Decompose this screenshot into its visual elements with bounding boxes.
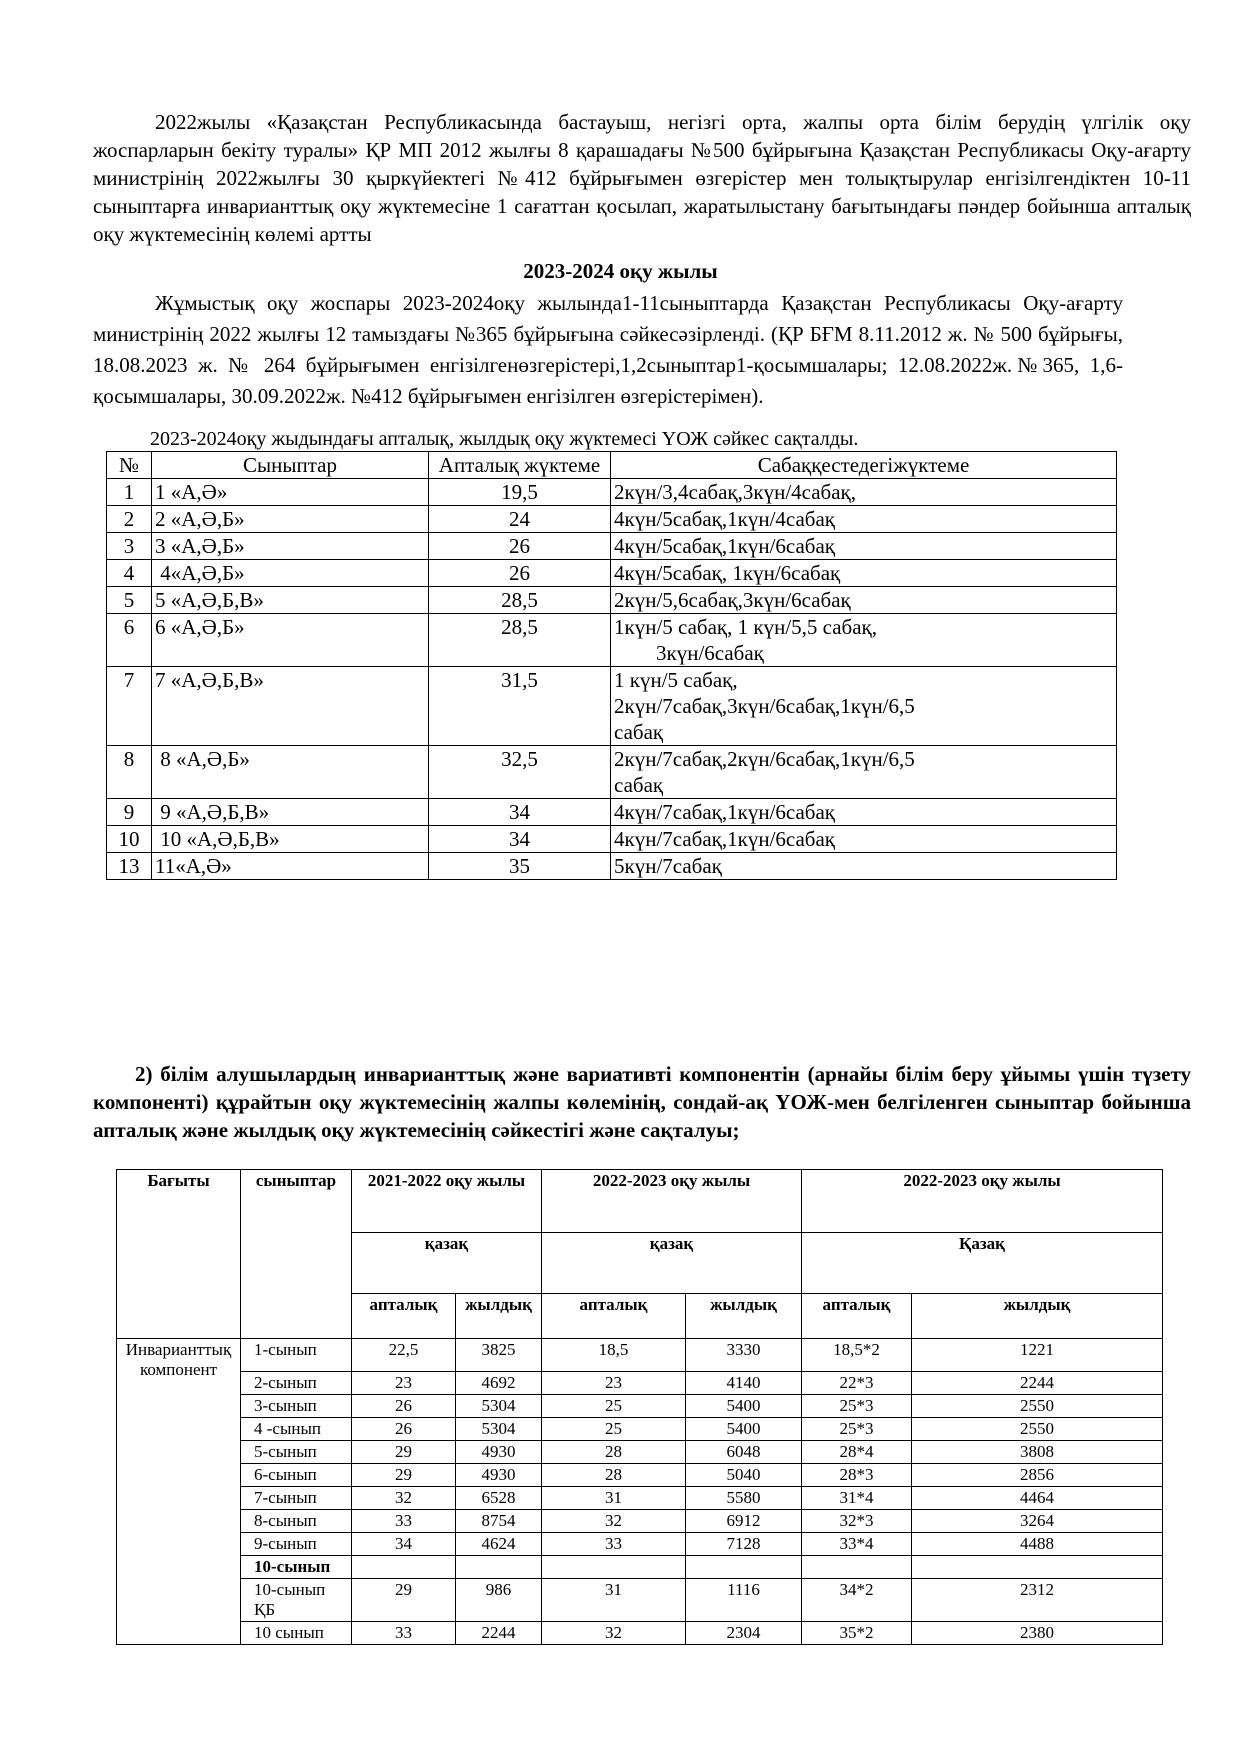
row-weekly-load: 19,5 (429, 479, 611, 506)
row-value: 1221 (912, 1339, 1163, 1372)
row-value: 2244 (912, 1372, 1163, 1395)
row-value: 4930 (456, 1441, 542, 1464)
row-class: 9 «А,Ә,Б,В» (152, 799, 429, 826)
table-row (117, 1533, 1163, 1556)
row-value: 5400 (686, 1395, 802, 1418)
table-row (107, 853, 1117, 880)
row-value: 32 (542, 1622, 686, 1645)
table-header-row (117, 1170, 1163, 1233)
row-value: 33 (352, 1622, 456, 1645)
row-number: 6 (107, 614, 152, 667)
row-value: 4930 (456, 1464, 542, 1487)
row-value (352, 1556, 456, 1579)
row-class: 4 -сынып (241, 1418, 352, 1441)
table-row (117, 1556, 1163, 1579)
row-value: 4692 (456, 1372, 542, 1395)
row-class: 7 «А,Ә,Б,В» (152, 667, 429, 746)
row-value: 2380 (912, 1622, 1163, 1645)
table-row (117, 1510, 1163, 1533)
row-value: 28*4 (802, 1441, 912, 1464)
row-value (456, 1556, 542, 1579)
row-value: 34*2 (802, 1579, 912, 1622)
row-value: 3808 (912, 1441, 1163, 1464)
header-weekly: апталық (542, 1294, 686, 1339)
row-value: 6528 (456, 1487, 542, 1510)
row-value: 4624 (456, 1533, 542, 1556)
row-schedule: 4күн/7сабақ,1күн/6сабақ (611, 826, 1117, 853)
row-class: 4«А,Ә,Б» (152, 560, 429, 587)
table-header-row (107, 452, 1117, 479)
header-year-3: 2022-2023 оқу жылы (802, 1170, 1163, 1233)
row-value: 7128 (686, 1533, 802, 1556)
row-value: 31 (542, 1487, 686, 1510)
row-number: 2 (107, 506, 152, 533)
table-row (117, 1372, 1163, 1395)
header-lang-2: қазақ (542, 1233, 802, 1294)
table-row (107, 533, 1117, 560)
row-class: 6 «А,Ә,Б» (152, 614, 429, 667)
row-value: 4464 (912, 1487, 1163, 1510)
row-value: 26 (352, 1418, 456, 1441)
row-class: 3 «А,Ә,Б» (152, 533, 429, 560)
row-class: 5-сынып (241, 1441, 352, 1464)
weekly-load-table (106, 451, 1117, 880)
row-weekly-load: 26 (429, 560, 611, 587)
work-plan-paragraph: Жұмыстық оқу жоспары 2023-2024оқу жылында1-11сыныптарда Қазақстан Республикасы Оқу-ағарту министрінің 2022 жылғы 12 тамыздағы №365 бұйрығына сәйкесәзірленді. (ҚР БҒМ 8.11.2012 ж. № 500 бұйрығы, 18.08.2023 ж. № 264 бұйрығымен енгізілгенөзгерістері,1,2сыныптар1-қосымшалары; 12.08.2022ж.№365, 1,6-қосымшалары, 30.09.2022ж. №412 бұйрығымен енгізілген өзгерістерімен). (93, 291, 1123, 408)
table-row (117, 1395, 1163, 1418)
row-weekly-load: 34 (429, 826, 611, 853)
row-value: 2550 (912, 1418, 1163, 1441)
row-value: 3264 (912, 1510, 1163, 1533)
row-class: 9-сынып (241, 1533, 352, 1556)
row-value: 25 (542, 1395, 686, 1418)
row-class: 1 «А,Ә» (152, 479, 429, 506)
row-value: 25*3 (802, 1395, 912, 1418)
row-value: 33*4 (802, 1533, 912, 1556)
row-value: 5304 (456, 1418, 542, 1441)
header-weekly: апталық (352, 1294, 456, 1339)
header-year-1: 2021-2022 оқу жылы (352, 1170, 542, 1233)
header-year-2: 2022-2023 оқу жылы (542, 1170, 802, 1233)
row-value: 29 (352, 1464, 456, 1487)
table-row (117, 1487, 1163, 1510)
row-value: 2304 (686, 1622, 802, 1645)
table-row (107, 587, 1117, 614)
header-yearly: жылдық (686, 1294, 802, 1339)
row-value: 18,5 (542, 1339, 686, 1372)
row-number: 10 (107, 826, 152, 853)
row-weekly-load: 31,5 (429, 667, 611, 746)
row-class: 10-сынып ҚБ (241, 1579, 352, 1622)
section2-paragraph: 2) білім алушылардың инварианттық және вариативті компонентін (арнайы білім беру ұйымы үшін түзету компоненті) құрайтын оқу жүктемесінің жалпы көлемінің, сондай-ақ ҮОЖ-мен белгіленген сыныптар бойынша апталық және жылдық оқу жүктемесінің сәйкестігі және сақталуы; (93, 1062, 1191, 1142)
row-value: 1116 (686, 1579, 802, 1622)
row-value: 5580 (686, 1487, 802, 1510)
row-value: 33 (542, 1533, 686, 1556)
row-value: 5040 (686, 1464, 802, 1487)
header-direction: Бағыты (117, 1170, 241, 1339)
load-note: 2023-2024оқу жыдындағы апталық, жылдық оқу жүктемесі ҮОЖ сәйкес сақталды. (150, 428, 859, 450)
row-value: 34 (352, 1533, 456, 1556)
row-value: 33 (352, 1510, 456, 1533)
row-value: 25*3 (802, 1418, 912, 1441)
table-row (117, 1418, 1163, 1441)
row-class: 10-сынып (241, 1556, 352, 1579)
table-row (117, 1579, 1163, 1622)
table-row (107, 826, 1117, 853)
row-class: 1-сынып (241, 1339, 352, 1372)
row-value: 2856 (912, 1464, 1163, 1487)
row-weekly-load: 35 (429, 853, 611, 880)
row-number: 9 (107, 799, 152, 826)
row-weekly-load: 34 (429, 799, 611, 826)
row-value: 32 (352, 1487, 456, 1510)
table-row (107, 667, 1117, 746)
row-schedule: 1күн/5 сабақ, 1 күн/5,5 сабақ, 3күн/6сабақ (611, 614, 1117, 667)
row-class: 10 сынып (241, 1622, 352, 1645)
row-value: 28 (542, 1464, 686, 1487)
row-schedule: 4күн/5сабақ, 1күн/6сабақ (611, 560, 1117, 587)
row-value: 25 (542, 1418, 686, 1441)
row-value: 31*4 (802, 1487, 912, 1510)
row-schedule: 2күн/7сабақ,2күн/6сабақ,1күн/6,5 сабақ (611, 746, 1117, 799)
row-value: 22,5 (352, 1339, 456, 1372)
row-class: 8-сынып (241, 1510, 352, 1533)
row-value: 29 (352, 1579, 456, 1622)
row-number: 3 (107, 533, 152, 560)
row-value: 31 (542, 1579, 686, 1622)
table-row (117, 1464, 1163, 1487)
row-schedule: 2күн/5,6сабақ,3күн/6сабақ (611, 587, 1117, 614)
row-schedule: 4күн/5сабақ,1күн/6сабақ (611, 533, 1117, 560)
row-value: 28*3 (802, 1464, 912, 1487)
row-value: 5400 (686, 1418, 802, 1441)
row-weekly-load: 28,5 (429, 587, 611, 614)
row-class: 6-сынып (241, 1464, 352, 1487)
row-number: 4 (107, 560, 152, 587)
row-class: 7-сынып (241, 1487, 352, 1510)
intro-paragraph: 2022жылы «Қазақстан Республикасында бастауыш, негізгі орта, жалпы орта білім берудің үлгілік оқу жоспарларын бекіту туралы» ҚР МП 2012 жылғы 8 қарашадағы №500 бұйрығына Қазақстан Республикасы Оқу-ағарту министрінің 2022жылғы 30 қыркүйектегі №412 бұйрығымен өзгерістер мен толықтырулар енгізілгендіктен 10-11 сыныптарға инварианттық оқу жүктемесіне 1 сағаттан қосылап, жаратылыстану бағытындағы пәндер бойынша апталық оқу жүктемесінің көлемі артты (93, 110, 1191, 246)
table-row (107, 614, 1117, 667)
row-class: 2-сынып (241, 1372, 352, 1395)
header-classes: Сыныптар (152, 452, 429, 479)
row-value: 22*3 (802, 1372, 912, 1395)
row-value: 23 (352, 1372, 456, 1395)
row-value: 8754 (456, 1510, 542, 1533)
row-number: 7 (107, 667, 152, 746)
year-heading: 2023-2024 оқу жылы (523, 259, 718, 283)
row-value: 2550 (912, 1395, 1163, 1418)
row-value: 6912 (686, 1510, 802, 1533)
row-value: 26 (352, 1395, 456, 1418)
header-weekly: апталық (802, 1294, 912, 1339)
header-number: № (107, 452, 152, 479)
row-value: 4488 (912, 1533, 1163, 1556)
table-row (107, 799, 1117, 826)
row-schedule: 1 күн/5 сабақ, 2күн/7сабақ,3күн/6сабақ,1күн/6,5 сабақ (611, 667, 1117, 746)
row-value: 2244 (456, 1622, 542, 1645)
row-value: 35*2 (802, 1622, 912, 1645)
row-number: 13 (107, 853, 152, 880)
row-number: 5 (107, 587, 152, 614)
row-schedule: 2күн/3,4сабақ,3күн/4сабақ, (611, 479, 1117, 506)
row-value: 23 (542, 1372, 686, 1395)
row-value: 5304 (456, 1395, 542, 1418)
row-class: 3-сынып (241, 1395, 352, 1418)
row-value (802, 1556, 912, 1579)
row-value: 32*3 (802, 1510, 912, 1533)
table-row (107, 506, 1117, 533)
row-value: 6048 (686, 1441, 802, 1464)
header-schedule-load: Сабаққестедегіжүктеме (611, 452, 1117, 479)
header-classes: сыныптар (241, 1170, 352, 1339)
row-class: 8 «А,Ә,Б» (152, 746, 429, 799)
header-lang-1: қазақ (352, 1233, 542, 1294)
row-class: 5 «А,Ә,Б,В» (152, 587, 429, 614)
row-value: 29 (352, 1441, 456, 1464)
header-yearly: жылдық (456, 1294, 542, 1339)
row-value: 986 (456, 1579, 542, 1622)
row-value: 18,5*2 (802, 1339, 912, 1372)
row-class: 11«А,Ә» (152, 853, 429, 880)
row-weekly-load: 32,5 (429, 746, 611, 799)
row-schedule: 5күн/7сабақ (611, 853, 1117, 880)
row-value (542, 1556, 686, 1579)
row-class: 2 «А,Ә,Б» (152, 506, 429, 533)
row-weekly-load: 24 (429, 506, 611, 533)
table-row (117, 1622, 1163, 1645)
row-weekly-load: 28,5 (429, 614, 611, 667)
row-value: 28 (542, 1441, 686, 1464)
header-weekly-load: Апталық жүктеме (429, 452, 611, 479)
row-value: 3825 (456, 1339, 542, 1372)
row-value: 2312 (912, 1579, 1163, 1622)
header-yearly: жылдық (912, 1294, 1163, 1339)
table-row (117, 1441, 1163, 1464)
row-value (686, 1556, 802, 1579)
table-row (117, 1339, 1163, 1372)
row-direction: Инварианттық компонент (117, 1339, 241, 1645)
curriculum-load-table (116, 1169, 1163, 1645)
row-schedule: 4күн/7сабақ,1күн/6сабақ (611, 799, 1117, 826)
row-value: 32 (542, 1510, 686, 1533)
row-weekly-load: 26 (429, 533, 611, 560)
row-value: 4140 (686, 1372, 802, 1395)
table-row (107, 560, 1117, 587)
row-value (912, 1556, 1163, 1579)
row-schedule: 4күн/5сабақ,1күн/4сабақ (611, 506, 1117, 533)
table-row (107, 746, 1117, 799)
row-class: 10 «А,Ә,Б,В» (152, 826, 429, 853)
row-number: 1 (107, 479, 152, 506)
table-row (107, 479, 1117, 506)
header-lang-3: Қазақ (802, 1233, 1163, 1294)
row-value: 3330 (686, 1339, 802, 1372)
row-number: 8 (107, 746, 152, 799)
